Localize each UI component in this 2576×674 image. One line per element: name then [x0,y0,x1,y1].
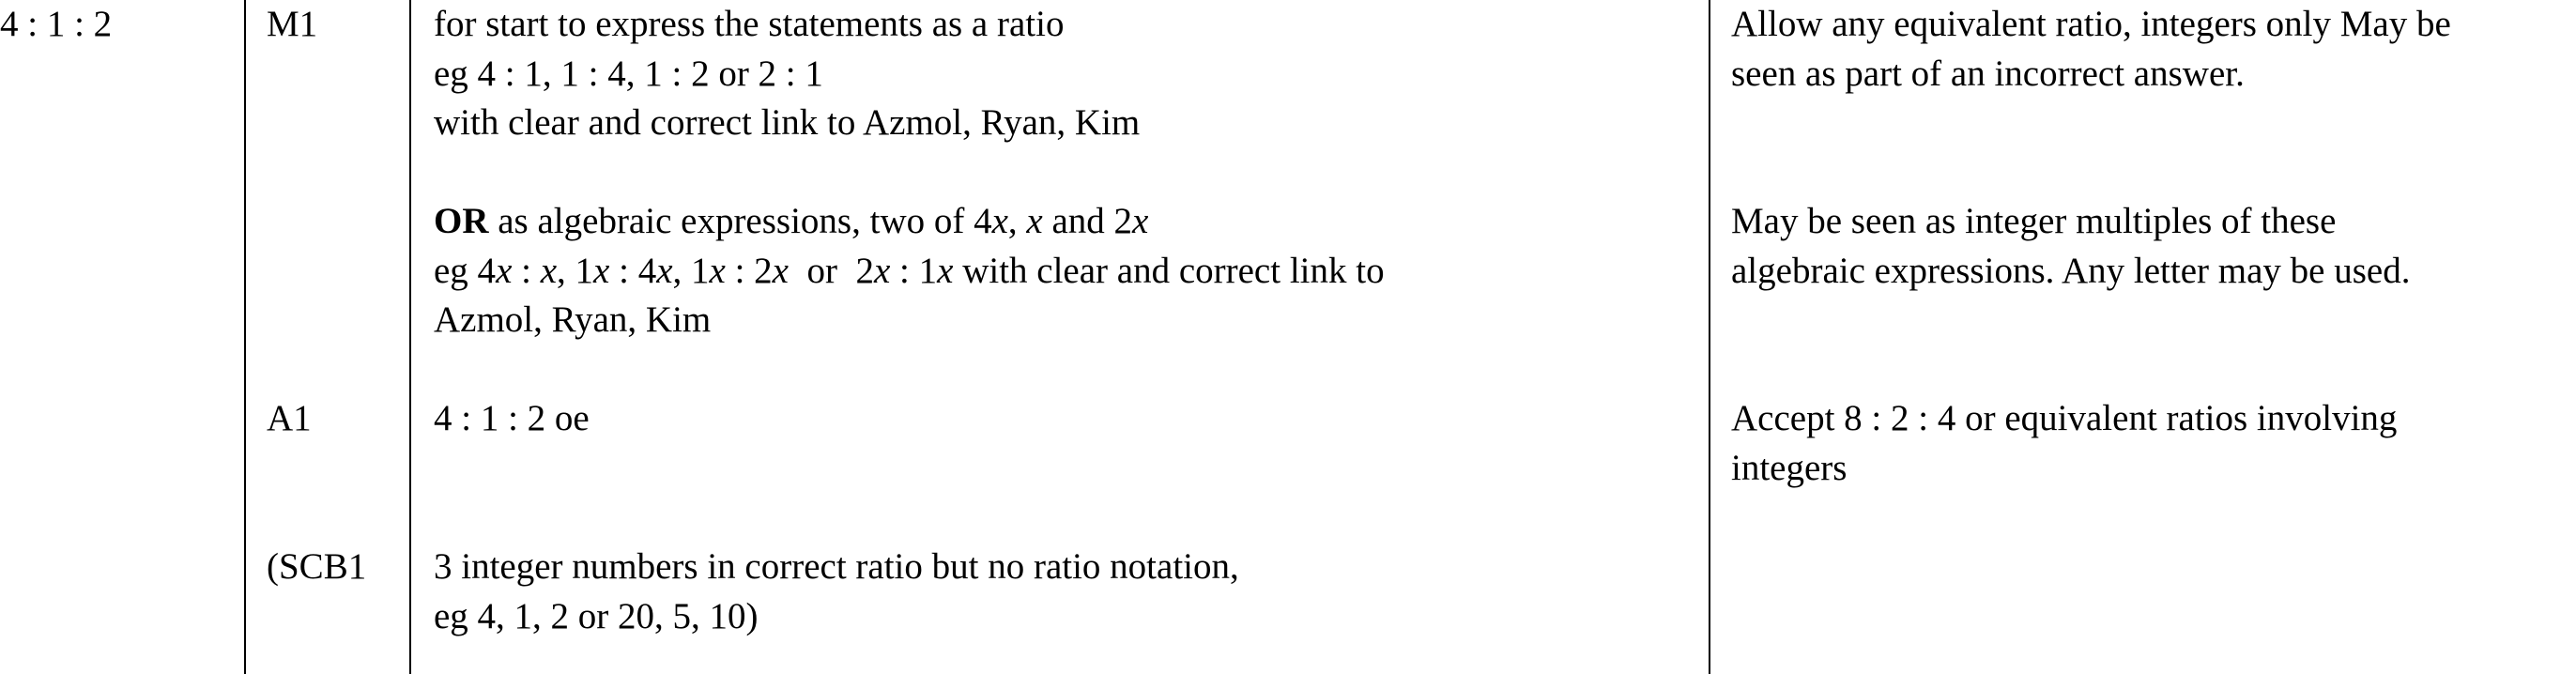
algebraic-names-line: Azmol, Ryan, Kim [434,299,712,340]
column-divider-answer [244,0,246,674]
column-divider-guidance [1709,0,1710,674]
answer-value: 4 : 1 : 2 [0,4,113,44]
m1-algebraic-guidance [434,197,1385,345]
a1-guidance-text: 4 : 1 : 2 oe [434,398,590,438]
note-line: algebraic expressions. Any letter may be used. [1731,250,2411,291]
note-line: Accept 8 : 2 : 4 or equivalent ratios involving [1731,398,2398,438]
note-line: Allow any equivalent ratio, integers only May be [1731,4,2451,44]
mark-a1-cell [267,394,312,444]
a1-note [1731,394,2397,493]
m1-statement-guidance [434,0,1140,148]
m1-algebraic-note [1731,197,2410,296]
note-line: integers [1731,447,1848,488]
algebraic-intro-line: OR as algebraic expressions, two of 4x, x and 2x [434,201,1149,241]
m1-statement-note [1731,0,2451,99]
algebraic-example-line: eg 4x : x, 1x : 4x, 1x : 2x or 2x : 1x with clear and correct link to [434,250,1385,291]
guidance-line: 3 integer numbers in correct ratio but no ratio notation, [434,546,1239,587]
scb1-guidance [434,543,1239,641]
mark-scb1: (SCB1 [267,546,367,587]
a1-guidance [434,394,590,444]
mark-scb1-cell [267,543,366,592]
guidance-line: for start to express the statements as a ratio [434,4,1065,44]
note-line: seen as part of an incorrect answer. [1731,53,2245,94]
or-label: OR [434,201,489,241]
guidance-line: with clear and correct link to Azmol, Ryan, Kim [434,102,1141,143]
guidance-line: eg 4, 1, 2 or 20, 5, 10) [434,595,759,636]
mark-m1: M1 [267,4,318,44]
column-divider-mark [409,0,411,674]
note-line: May be seen as integer multiples of these [1731,201,2337,241]
mark-column [267,0,317,50]
guidance-line: eg 4 : 1, 1 : 4, 1 : 2 or 2 : 1 [434,53,823,94]
answer-cell [0,0,112,50]
mark-a1: A1 [267,398,312,438]
